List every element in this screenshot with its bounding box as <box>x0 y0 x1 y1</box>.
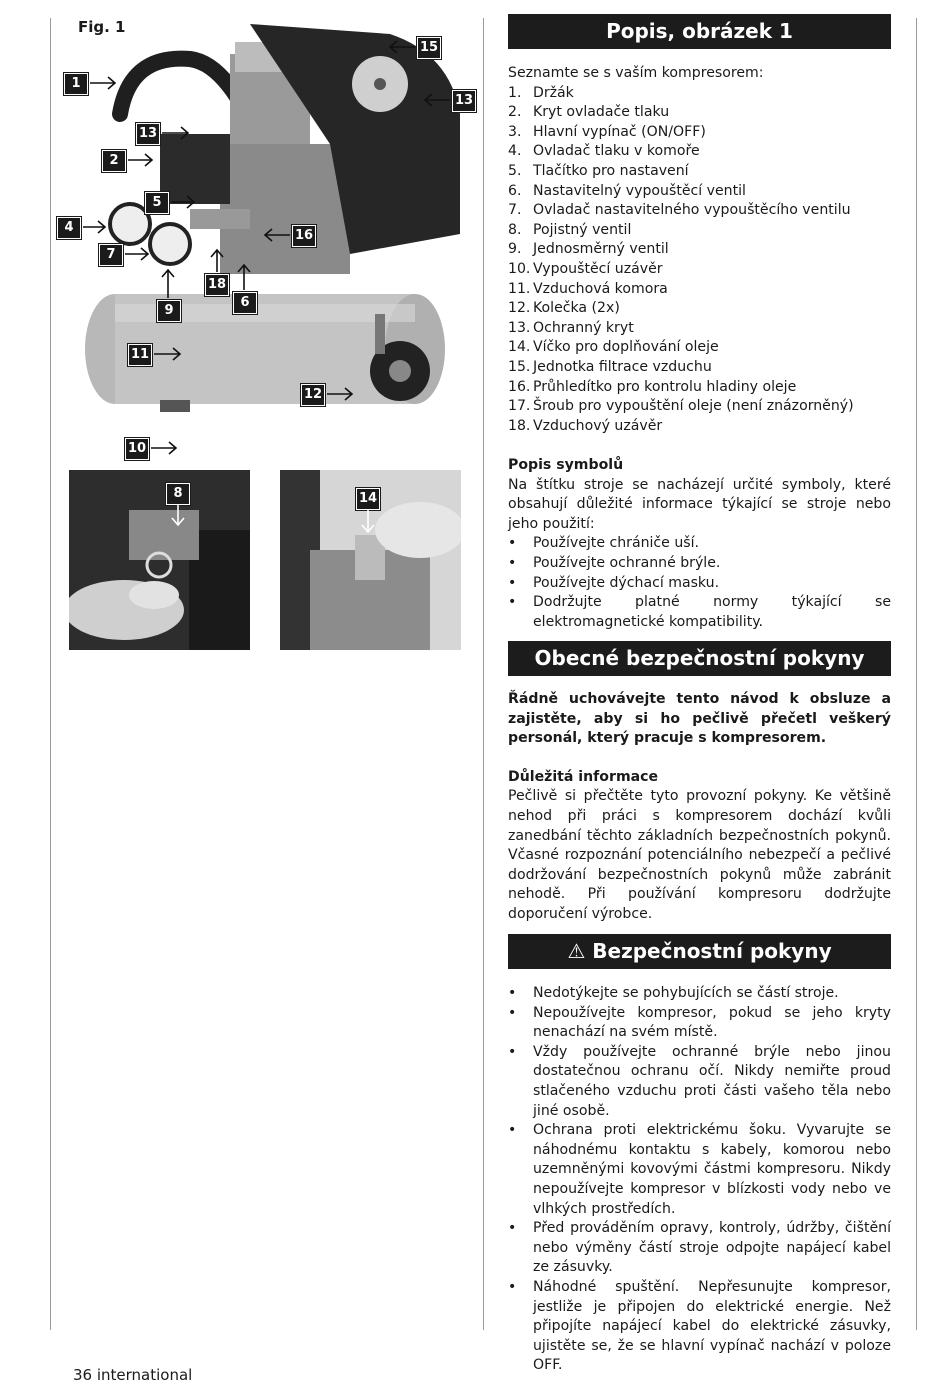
safety-list <box>508 984 891 1376</box>
parts-description <box>508 64 891 436</box>
safety-instructions <box>508 984 891 1376</box>
symbols-heading: Popis symbolů <box>508 457 624 473</box>
list-item: 7. Ovladač nastavitelného vypouštěcího ventilu <box>508 202 851 219</box>
section-title-obecne: Obecné bezpečnostní pokyny <box>508 641 891 676</box>
section-title-bezpecnostni <box>508 934 891 969</box>
warning-icon: ⚠ <box>567 939 586 963</box>
list-item: 4. Ovladač tlaku v komoře <box>508 143 700 160</box>
list-item: 15. Jednotka filtrace vzduchu <box>508 358 712 375</box>
callout-4: 4 <box>57 217 81 239</box>
list-item: • Ochrana proti elektrickému šoku. Vyvarujte se náhodnému kontaktu s kabely, komorou nebo uzemněnými kovovými částmi kompresoru. Nikdy nepoužívejte kompresor v blízkosti vody nebo ve vlhkých prostředích. <box>508 1121 891 1219</box>
list-item: 16. Průhledítko pro kontrolu hladiny oleje <box>508 378 797 395</box>
info-heading: Důležitá informace <box>508 768 659 785</box>
list-item: 13. Ochranný kryt <box>508 319 634 336</box>
callout-13: 13 <box>136 123 160 145</box>
symbols-intro: Na štítku stroje se nacházejí určité symboly, které obsahují důležité informace týkající se stroje nebo jeho použití: <box>508 476 891 532</box>
callout-7: 7 <box>99 244 123 266</box>
column-divider-rule <box>483 18 484 1330</box>
list-item: 18. Vzduchový uzávěr <box>508 417 663 434</box>
symbols-section <box>508 456 891 632</box>
callout-11: 11 <box>128 344 152 366</box>
list-item: 6. Nastavitelný vypouštěcí ventil <box>508 182 746 199</box>
symbols-list <box>508 534 891 632</box>
list-item: 14. Víčko pro doplňování oleje <box>508 339 719 356</box>
section-title-popis: Popis, obrázek 1 <box>508 14 891 49</box>
callout-8: 8 <box>166 483 190 505</box>
callout-10: 10 <box>125 438 149 460</box>
list-item: • Nedotýkejte se pohybujících se částí stroje. <box>508 984 891 1004</box>
callout-14: 14 <box>356 488 380 510</box>
callout-6: 6 <box>233 292 257 314</box>
callout-12: 12 <box>301 384 325 406</box>
list-item: • Používejte ochranné brýle. <box>508 554 891 574</box>
parts-intro: Seznamte se s vaším kompresorem: <box>508 65 764 81</box>
list-item: 10. Vypouštěcí uzávěr <box>508 260 663 277</box>
callout-5: 5 <box>145 192 169 214</box>
page-footer: 36 international <box>73 1366 193 1384</box>
right-margin-rule <box>916 18 917 1330</box>
list-item: 1. Držák <box>508 84 574 101</box>
list-item: 2. Kryt ovladače tlaku <box>508 104 670 121</box>
parts-list <box>508 84 891 437</box>
callout-15: 15 <box>417 37 441 59</box>
callout-16: 16 <box>292 225 316 247</box>
callout-13b: 13 <box>452 90 476 112</box>
callout-arrows <box>0 0 480 470</box>
list-item: • Používejte dýchací masku. <box>508 574 891 594</box>
list-item: • Nepoužívejte kompresor, pokud se jeho kryty nenachází na svém místě. <box>508 1004 891 1043</box>
callout-1: 1 <box>64 73 88 95</box>
lead-paragraph: Řádně uchovávejte tento návod k obsluze a zajistěte, aby si ho pečlivě přečetl veškerý personál, který pracuje s kompresorem. <box>508 691 891 747</box>
section-title-text: Bezpečnostní pokyny <box>592 939 832 963</box>
list-item: 17. Šroub pro vypouštění oleje (není znázorněný) <box>508 398 854 415</box>
list-item: 12. Kolečka (2x) <box>508 300 620 317</box>
info-paragraph: Pečlivě si přečtěte tyto provozní pokyny. Ke většině nehod při práci s kompresorem dochází kvůli zanedbání těchto základních bezpečnostních pokynů. Včasné rozpoznání potenciálního nebezpečí a pečlivé dodržování bezpečnostních pokynů může zabránit nehodě. Při používání kompresoru dodržujte doporučení výrobce. <box>508 788 891 922</box>
list-item: • Náhodné spuštění. Nepřesunujte kompresor, jestliže je připojen do elektrické energie. Než připojíte napájecí kabel do elektrické zásuvky, ujistěte se, že se hlavní vypínač nachází v poloze OFF. <box>508 1278 891 1376</box>
list-item: 3. Hlavní vypínač (ON/OFF) <box>508 123 706 140</box>
list-item: • Dodržujte platné normy týkající se elektromagnetické kompatibility. <box>508 593 891 632</box>
list-item: • Před prováděním opravy, kontroly, údržby, čištění nebo výměny částí stroje odpojte napájecí kabel ze zásuvky. <box>508 1219 891 1278</box>
list-item: • Používejte chrániče uší. <box>508 534 891 554</box>
general-safety <box>508 690 891 925</box>
list-item: 5. Tlačítko pro nastavení <box>508 162 689 179</box>
figure-label: Fig. 1 <box>78 18 126 36</box>
callout-9: 9 <box>157 300 181 322</box>
callout-2: 2 <box>102 150 126 172</box>
inset-arrows <box>0 470 480 570</box>
list-item: 9. Jednosměrný ventil <box>508 241 669 258</box>
list-item: 8. Pojistný ventil <box>508 221 632 238</box>
callout-18: 18 <box>205 274 229 296</box>
list-item: 11. Vzduchová komora <box>508 280 668 297</box>
list-item: • Vždy používejte ochranné brýle nebo jinou dostatečnou ochranu očí. Nikdy nemiřte proud stlačeného vzduchu proti části vašeho těla nebo jiné osobě. <box>508 1043 891 1121</box>
